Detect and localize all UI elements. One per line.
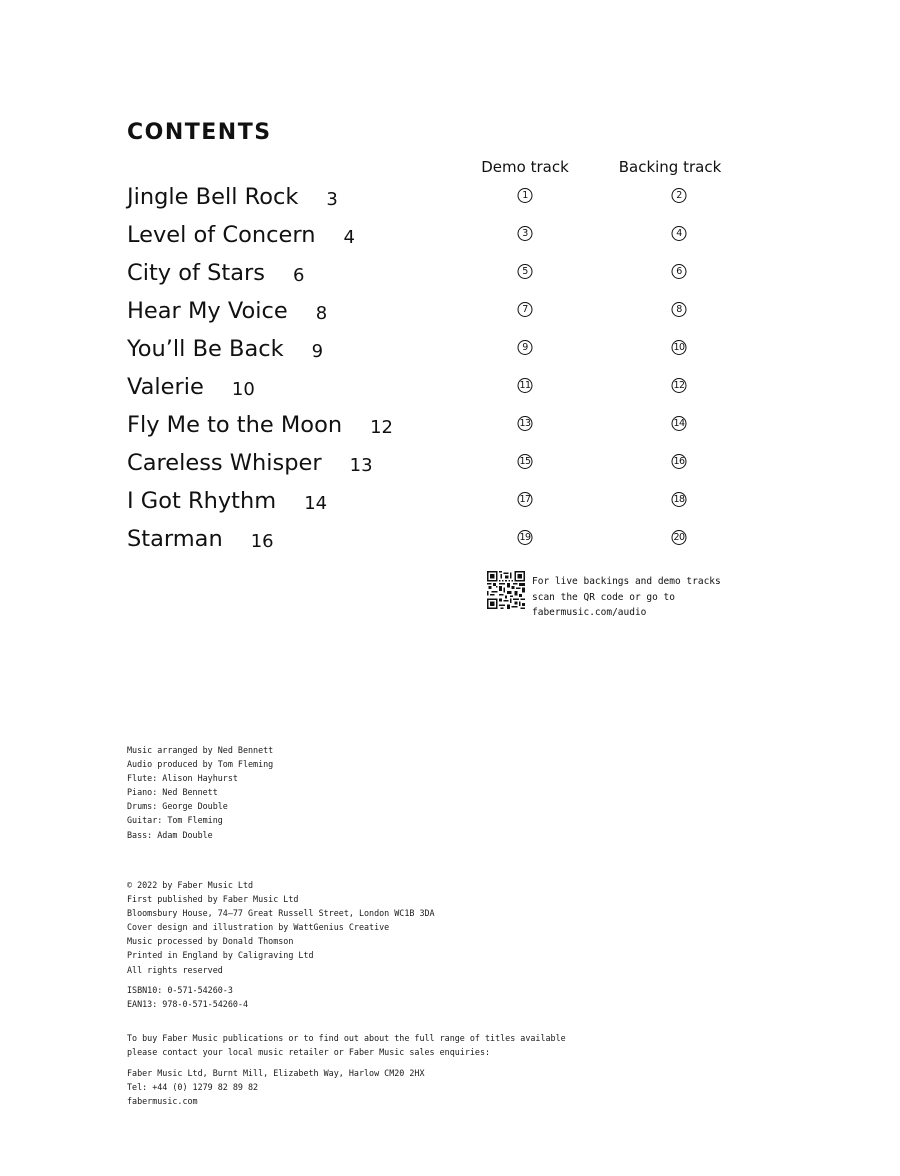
backing-track-number: 6	[672, 264, 687, 279]
song-title: City of Stars	[127, 260, 265, 286]
page-number: 6	[292, 265, 305, 286]
backing-track-number: 4	[672, 226, 687, 241]
publishing-line: Cover design and illustration by WattGenius Creative	[127, 922, 390, 933]
song-entry[interactable]	[127, 412, 393, 438]
demo-track-number: 11	[519, 380, 531, 391]
page-number: 14	[304, 493, 328, 514]
song-title: Level of Concern	[127, 222, 316, 248]
purchase-line: To buy Faber Music publications or to find out about the full range of titles available	[127, 1033, 566, 1043]
credit-line: Music arranged by Ned Bennett	[127, 745, 274, 755]
publishing-line: Music processed by Donald Thomson	[127, 936, 294, 947]
backing-track-number: 14	[673, 418, 685, 429]
backing-track-number: 16	[673, 456, 685, 467]
song-entry[interactable]	[127, 488, 327, 514]
song-row[interactable]	[0, 260, 900, 290]
page-number: 4	[343, 227, 355, 248]
song-title: I Got Rhythm	[127, 488, 277, 514]
demo-track-number: 13	[519, 418, 531, 429]
backing-track-number: 18	[673, 494, 685, 505]
isbn-info	[127, 983, 248, 1011]
page-title: CONTENTS	[127, 120, 272, 145]
song-entry[interactable]	[127, 184, 338, 210]
page-number: 13	[349, 455, 373, 476]
isbn-line: EAN13: 978-0-571-54260-4	[127, 999, 249, 1010]
song-row[interactable]	[0, 184, 900, 214]
isbn-line: ISBN10: 0-571-54260-3	[127, 985, 233, 995]
backing-track-number: 20	[673, 532, 685, 543]
song-title: Hear My Voice	[127, 298, 288, 324]
page-number: 12	[370, 417, 393, 438]
publishing-line: First published by Faber Music Ltd	[127, 894, 299, 905]
purchase-info	[127, 1031, 566, 1059]
credit-line: Bass: Adam Double	[127, 829, 213, 840]
publishing-line: Printed in England by Caligraving Ltd	[127, 950, 314, 961]
song-title: Careless Whisper	[127, 450, 322, 476]
demo-track-number: 17	[519, 494, 531, 505]
publishing-line: All rights reserved	[127, 964, 223, 975]
publishing-line: © 2022 by Faber Music Ltd	[127, 880, 254, 890]
qr-code-icon[interactable]	[487, 571, 525, 609]
song-row[interactable]	[0, 450, 900, 480]
demo-track-number: 19	[519, 532, 531, 543]
song-title: Fly Me to the Moon	[127, 412, 343, 438]
demo-track-number: 5	[518, 264, 533, 279]
credit-line: Piano: Ned Bennett	[127, 787, 218, 798]
backing-track-number: 10	[673, 342, 685, 353]
credit-line: Drums: George Double	[127, 801, 228, 812]
song-entry[interactable]	[127, 298, 327, 324]
song-title: Starman	[127, 526, 223, 552]
publishing-info	[127, 878, 435, 977]
page-number: 10	[231, 379, 255, 400]
song-row[interactable]	[0, 526, 900, 556]
demo-track-heading: Demo track	[481, 158, 569, 176]
demo-track-number: 9	[518, 340, 533, 355]
song-row[interactable]	[0, 488, 900, 518]
song-entry[interactable]	[127, 450, 373, 476]
song-title: Valerie	[127, 374, 204, 400]
demo-track-number: 1	[518, 188, 533, 203]
song-entry[interactable]	[127, 526, 274, 552]
contact-address	[127, 1066, 425, 1108]
song-entry[interactable]	[127, 260, 304, 286]
song-title: You’ll Be Back	[127, 336, 284, 362]
address-line: Tel: +44 (0) 1279 82 89 82	[127, 1082, 259, 1093]
song-entry[interactable]	[127, 336, 323, 362]
page-number: 9	[311, 341, 324, 362]
purchase-line: please contact your local music retailer or Faber Music sales enquiries:	[127, 1047, 491, 1058]
song-title: Jingle Bell Rock	[127, 184, 299, 210]
page-number: 8	[315, 303, 328, 324]
address-line: Faber Music Ltd, Burnt Mill, Elizabeth Way, Harlow CM20 2HX	[127, 1068, 425, 1078]
credit-line: Audio produced by Tom Fleming	[127, 759, 274, 770]
song-row[interactable]	[0, 336, 900, 366]
credit-line: Guitar: Tom Fleming	[127, 815, 223, 826]
song-entry[interactable]	[127, 222, 355, 248]
performer-credits	[127, 743, 273, 842]
address-line: fabermusic.com	[127, 1096, 198, 1107]
song-row[interactable]	[0, 412, 900, 442]
backing-track-number: 12	[673, 380, 685, 391]
song-row[interactable]	[0, 374, 900, 404]
qr-instructions: For live backings and demo tracks scan the QR code or go to fabermusic.com/audio	[532, 576, 721, 618]
song-entry[interactable]	[127, 374, 255, 400]
demo-track-number: 7	[518, 302, 533, 317]
publishing-line: Bloomsbury House, 74–77 Great Russell Street, London WC1B 3DA	[127, 908, 435, 919]
page-number: 16	[250, 531, 274, 552]
song-row[interactable]	[0, 298, 900, 328]
demo-track-number: 15	[519, 456, 531, 467]
backing-track-number: 2	[672, 188, 687, 203]
demo-track-number: 3	[518, 226, 533, 241]
song-row[interactable]	[0, 222, 900, 252]
backing-track-heading: Backing track	[618, 158, 722, 176]
credit-line: Flute: Alison Hayhurst	[127, 773, 238, 784]
page-number: 3	[326, 189, 338, 210]
backing-track-number: 8	[672, 302, 687, 317]
